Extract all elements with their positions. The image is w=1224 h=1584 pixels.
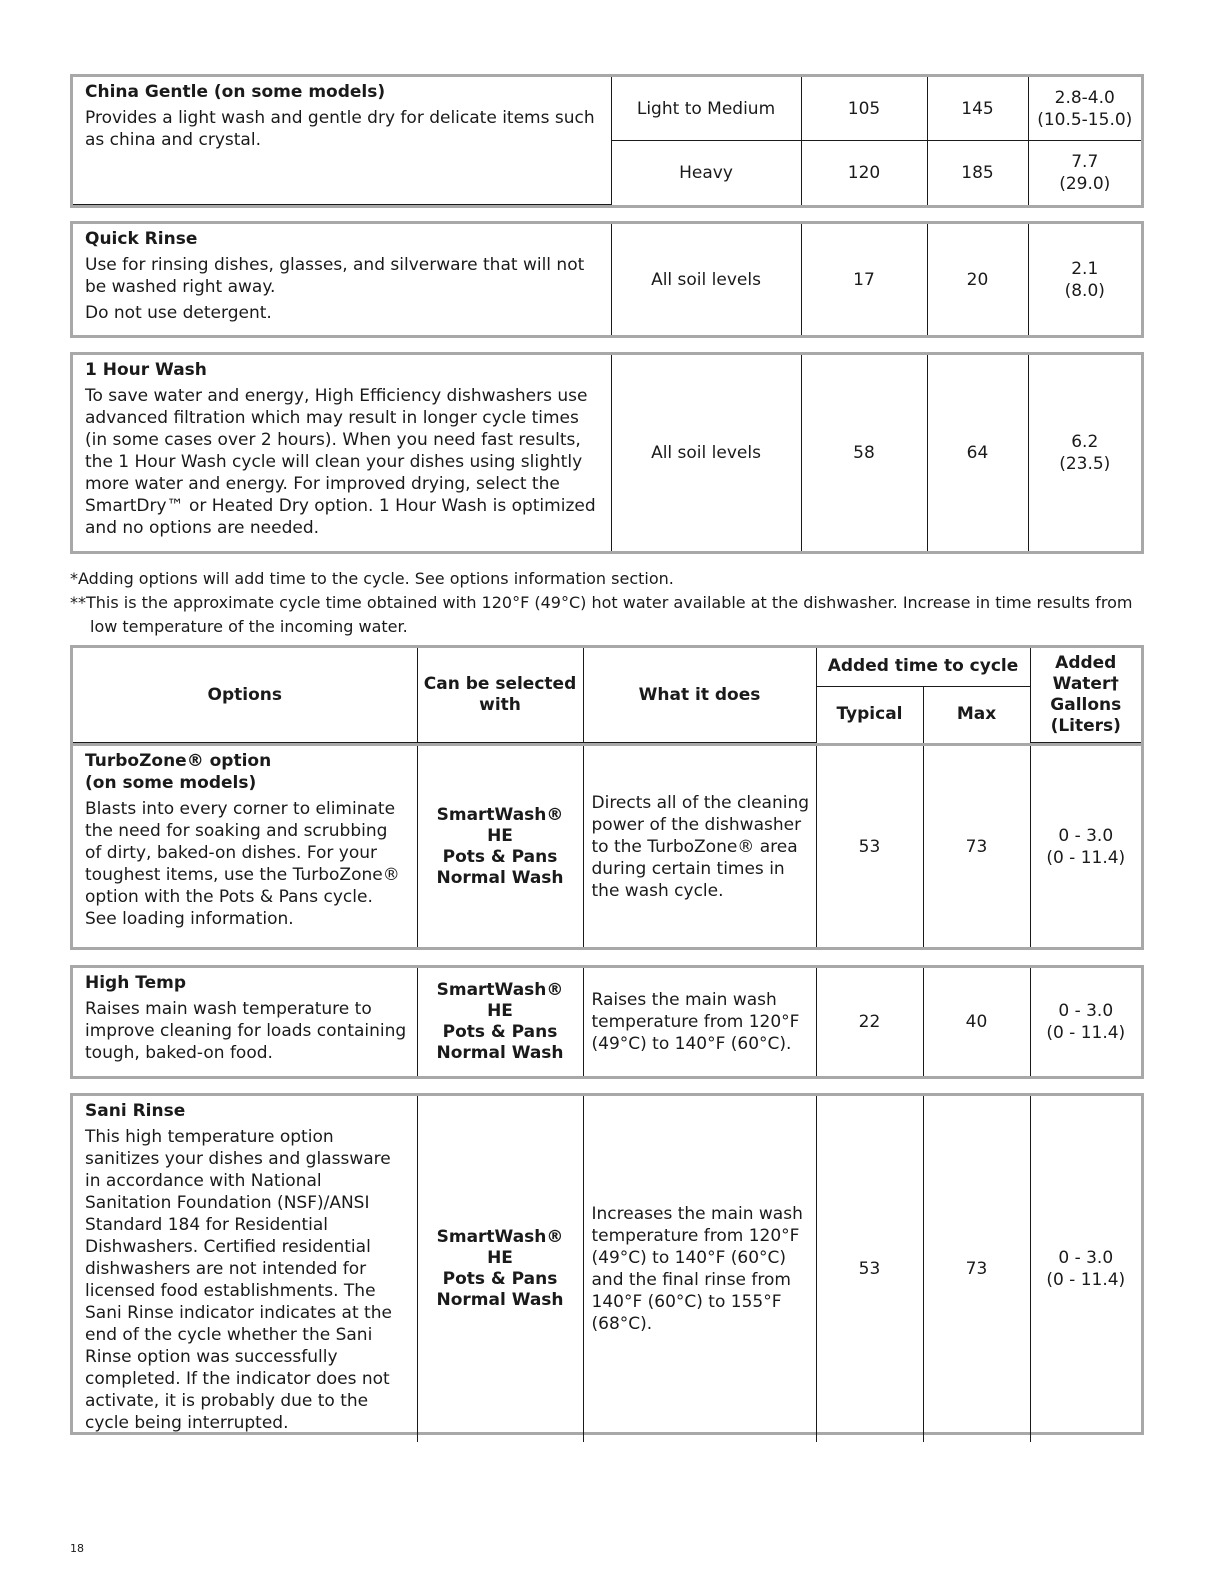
option-description: This high temperature option sanitizes your dishes and glassware in accordance with National Sanitation Foundation (NSF)/ANSI Standard 184 for Residential Dishwashers. Certified residential dishwashers are not intended for licensed food establishments. The Sani Rinse indicator indicates at the end of the cycle whether the Sani Rinse option was successfully completed. If the indicator does not activate, it is probably due to the cycle being interrupted. bbox=[85, 1127, 392, 1433]
option-high-temp-table bbox=[70, 965, 1144, 1079]
typical-time: 22 bbox=[816, 968, 923, 1076]
header-options: Options bbox=[73, 648, 417, 743]
water-liters: (23.5) bbox=[1059, 454, 1111, 474]
header-typical: Typical bbox=[816, 686, 923, 743]
water-gallons: 6.2 bbox=[1071, 432, 1099, 452]
cycle-title: China Gentle (on some models) bbox=[85, 82, 386, 102]
header-added-water-label: Added Water† bbox=[1052, 653, 1119, 694]
option-sani-rinse-table bbox=[70, 1093, 1144, 1435]
water-liters: (0 - 11.4) bbox=[1046, 1270, 1126, 1290]
soil-level: Light to Medium bbox=[611, 77, 801, 141]
compatible-cycle-pots-pans: Pots & Pans bbox=[442, 1022, 558, 1042]
compatible-cycles bbox=[417, 968, 583, 1076]
water-gallons: 7.7 bbox=[1071, 151, 1099, 172]
cycle-description: Use for rinsing dishes, glasses, and silverware that will not be washed right away. bbox=[85, 255, 585, 297]
cycle-china-gentle-table bbox=[70, 74, 1144, 208]
options-header-table bbox=[70, 645, 1144, 746]
compatible-cycle-smartwash: SmartWash® HE bbox=[436, 980, 564, 1021]
typical-time: 53 bbox=[816, 1096, 923, 1442]
typical-time: 58 bbox=[801, 355, 927, 551]
max-time: 185 bbox=[927, 141, 1028, 205]
typical-time: 17 bbox=[801, 224, 927, 335]
footnote-options: *Adding options will add time to the cycle. See options information section. bbox=[70, 569, 674, 588]
header-liters: (Liters) bbox=[1050, 716, 1121, 736]
max-time: 145 bbox=[927, 77, 1028, 141]
water-usage bbox=[1028, 224, 1141, 335]
header-added-water bbox=[1030, 648, 1141, 743]
header-gallons: Gallons bbox=[1050, 695, 1122, 715]
typical-time: 105 bbox=[801, 77, 927, 141]
option-description: Blasts into every corner to eliminate the need for soaking and scrubbing of dirty, baked-on dishes. For your toughest items, use the TurboZone® option with the Pots & Pans cycle. See loading information. bbox=[85, 799, 400, 929]
water-gallons: 0 - 3.0 bbox=[1058, 1248, 1114, 1268]
option-what-it-does: Raises the main wash temperature from 120°F (49°C) to 140°F (60°C). bbox=[583, 968, 816, 1076]
option-description-cell bbox=[73, 746, 417, 947]
footnote-cycle-time: **This is the approximate cycle time obtained with 120°F (49°C) hot water available at the dishwasher. Increase in time results from bbox=[70, 593, 1133, 612]
cycle-title: 1 Hour Wash bbox=[85, 360, 207, 380]
option-title: Sani Rinse bbox=[85, 1101, 186, 1121]
page-number: 18 bbox=[70, 1542, 84, 1555]
water-gallons: 0 - 3.0 bbox=[1058, 825, 1114, 846]
water-gallons: 2.8-4.0 bbox=[1054, 87, 1115, 108]
max-time: 73 bbox=[923, 746, 1030, 947]
water-usage bbox=[1030, 1096, 1141, 1442]
option-description: Raises main wash temperature to improve cleaning for loads containing tough, baked-on food. bbox=[85, 999, 407, 1063]
compatible-cycle-pots-pans: Pots & Pans bbox=[442, 846, 558, 867]
water-usage bbox=[1028, 141, 1141, 205]
max-time: 73 bbox=[923, 1096, 1030, 1442]
cycle-title: Quick Rinse bbox=[85, 229, 198, 249]
water-liters: (10.5-15.0) bbox=[1037, 109, 1133, 130]
water-usage bbox=[1028, 77, 1141, 141]
footnotes bbox=[70, 568, 1150, 640]
typical-time: 120 bbox=[801, 141, 927, 205]
water-usage bbox=[1030, 746, 1141, 947]
max-time: 64 bbox=[927, 355, 1028, 551]
compatible-cycle-normal: Normal Wash bbox=[436, 1290, 564, 1310]
cycle-1-hour-wash-table bbox=[70, 352, 1144, 554]
water-liters: (29.0) bbox=[1059, 173, 1111, 194]
compatible-cycles bbox=[417, 1096, 583, 1442]
water-liters: (0 - 11.4) bbox=[1046, 1023, 1126, 1043]
option-turbozone-table bbox=[70, 746, 1144, 950]
cycle-description-cell bbox=[73, 224, 611, 335]
cycle-description-cell bbox=[73, 77, 611, 205]
soil-level: All soil levels bbox=[611, 224, 801, 335]
water-liters: (8.0) bbox=[1064, 280, 1105, 301]
water-usage bbox=[1028, 355, 1141, 551]
header-what-it-does: What it does bbox=[583, 648, 816, 743]
compatible-cycle-pots-pans: Pots & Pans bbox=[442, 1269, 558, 1289]
cycle-description: To save water and energy, High Efficiency dishwashers use advanced filtration which may result in longer cycle times (in some cases over 2 hours). When you need fast results, the 1 Hour Wash cycle will clean your dishes using slightly more water and energy. For improved drying, select the SmartDry™ or Heated Dry option. 1 Hour Wash is optimized and no options are needed. bbox=[85, 386, 596, 538]
compatible-cycle-smartwash: SmartWash® HE bbox=[436, 804, 564, 846]
option-what-it-does: Increases the main wash temperature from 120°F (49°C) to 140°F (60°C) and the final rinse from 140°F (60°C) to 155°F (68°C). bbox=[583, 1096, 816, 1442]
max-time: 20 bbox=[927, 224, 1028, 335]
max-time: 40 bbox=[923, 968, 1030, 1076]
water-usage bbox=[1030, 968, 1141, 1076]
header-max: Max bbox=[923, 686, 1030, 743]
option-description-cell bbox=[73, 1096, 417, 1442]
water-liters: (0 - 11.4) bbox=[1046, 847, 1126, 868]
cycle-description: Provides a light wash and gentle dry for delicate items such as china and crystal. bbox=[85, 108, 595, 150]
option-what-it-does: Directs all of the cleaning power of the dishwasher to the TurboZone® area during certain times in the wash cycle. bbox=[583, 746, 816, 947]
compatible-cycle-normal: Normal Wash bbox=[436, 1043, 564, 1063]
option-description-cell bbox=[73, 968, 417, 1076]
compatible-cycles bbox=[417, 746, 583, 947]
option-title: TurboZone® option bbox=[85, 751, 272, 771]
option-subtitle: (on some models) bbox=[85, 773, 257, 793]
cycle-note: Do not use detergent. bbox=[85, 303, 272, 323]
option-title: High Temp bbox=[85, 973, 186, 993]
soil-level: Heavy bbox=[611, 141, 801, 205]
header-added-time: Added time to cycle bbox=[816, 648, 1030, 686]
soil-level: All soil levels bbox=[611, 355, 801, 551]
water-gallons: 2.1 bbox=[1071, 258, 1099, 279]
compatible-cycle-smartwash: SmartWash® HE bbox=[436, 1227, 564, 1268]
compatible-cycle-normal: Normal Wash bbox=[436, 867, 564, 888]
typical-time: 53 bbox=[816, 746, 923, 947]
cycle-quick-rinse-table bbox=[70, 221, 1144, 338]
footnote-cycle-time-continued: low temperature of the incoming water. bbox=[90, 617, 408, 636]
cycle-description-cell bbox=[73, 355, 611, 551]
header-can-be-selected-with: Can be selected with bbox=[417, 648, 583, 743]
water-gallons: 0 - 3.0 bbox=[1058, 1001, 1114, 1021]
